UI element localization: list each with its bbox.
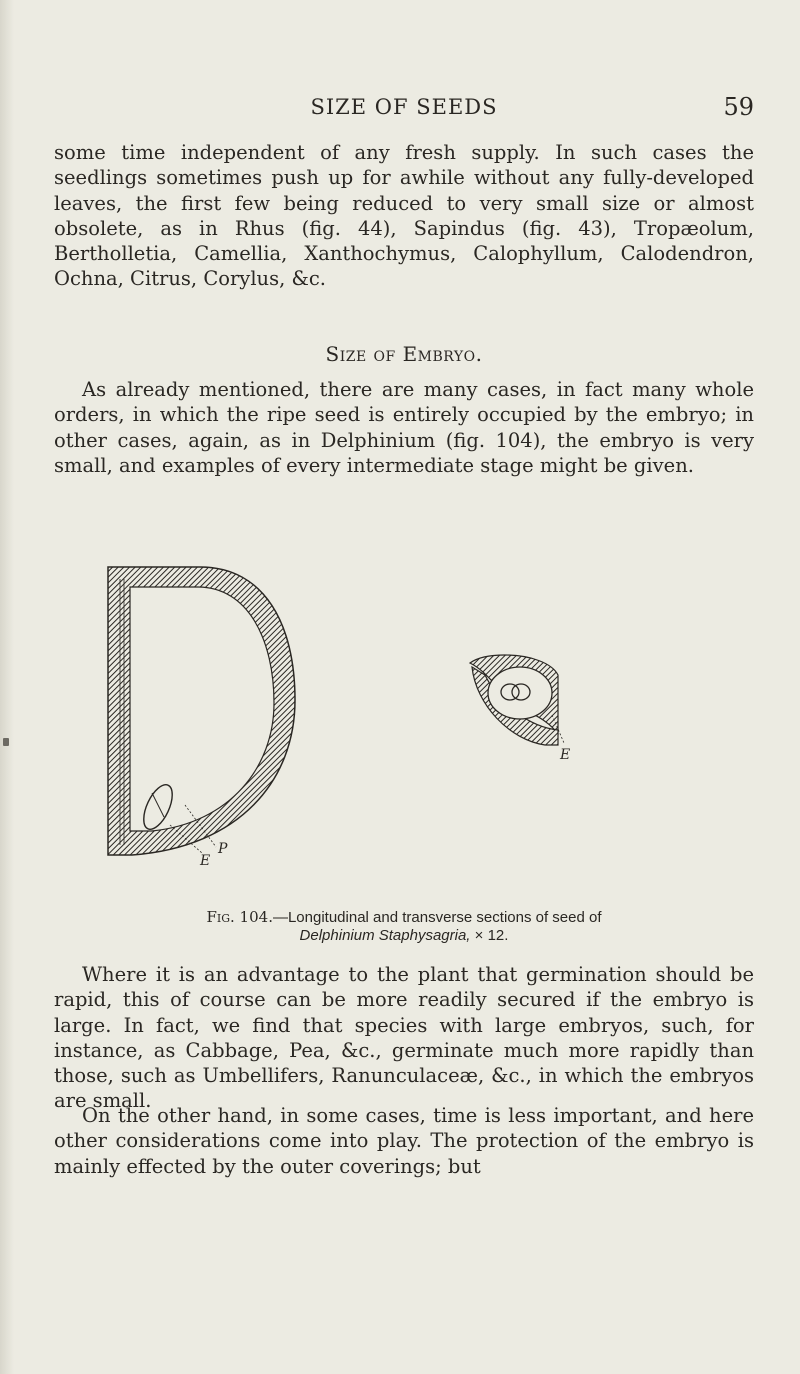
page-number: 59 <box>723 93 754 121</box>
label-e-longitudinal: E <box>200 853 211 869</box>
caption-text: —Longitudinal and transverse sections of seed of <box>272 909 602 926</box>
page-gutter-shadow <box>0 0 14 1374</box>
paragraph-4: On the other hand, in some cases, time is less important, and here other considerations come into play. The protection of the embryo is mainly effected by the outer coverings; but <box>54 1104 754 1178</box>
label-p: P <box>218 841 228 857</box>
longitudinal-section <box>108 567 295 869</box>
figure-caption <box>54 908 754 945</box>
paragraph-2: As already mentioned, there are many cases, in fact many whole orders, in which the ripe seed is entirely occupied by the embryo; in other cases, again, as in Delphinium (fig. 104), the embryo is very small, and examples of every intermediate stage might be given. <box>54 378 754 477</box>
transverse-section <box>470 655 570 763</box>
running-head <box>54 93 754 123</box>
section-heading: Size of Embryo. <box>325 342 483 366</box>
paragraph-3: Where it is an advantage to the plant that germination should be rapid, this of course can be more readily secured if the embryo is large. In fact, we find that species with large embryos, such, for instance, as Cabbage, Pea, &c., germinate much more rapidly than those, such as Umbellifers, Ranunculaceæ, &c., in which the embryos are small. <box>54 963 754 1113</box>
seed-section-figure <box>90 555 650 905</box>
caption-label: Fig. 104. <box>206 908 273 926</box>
label-e-transverse: E <box>560 747 571 763</box>
caption-scale: × 12. <box>474 927 509 944</box>
seed-section-illustration <box>90 555 650 905</box>
margin-mark <box>3 738 9 746</box>
running-title: SIZE OF SEEDS <box>310 95 498 119</box>
paragraph-1: some time independent of any fresh supply. In such cases the seedlings sometimes push up for awhile without any fully-developed leaves, the first few being reduced to very small size or almost obsolete, as in Rhus (fig. 44), Sapindus (fig. 43), Tropæolum, Bertholletia, Camellia, Xanthochymus, Calophyllum, Calodendron, Ochna, Citrus, Corylus, &c. <box>54 141 754 291</box>
caption-species: Delphinium Staphysagria, <box>299 927 471 944</box>
